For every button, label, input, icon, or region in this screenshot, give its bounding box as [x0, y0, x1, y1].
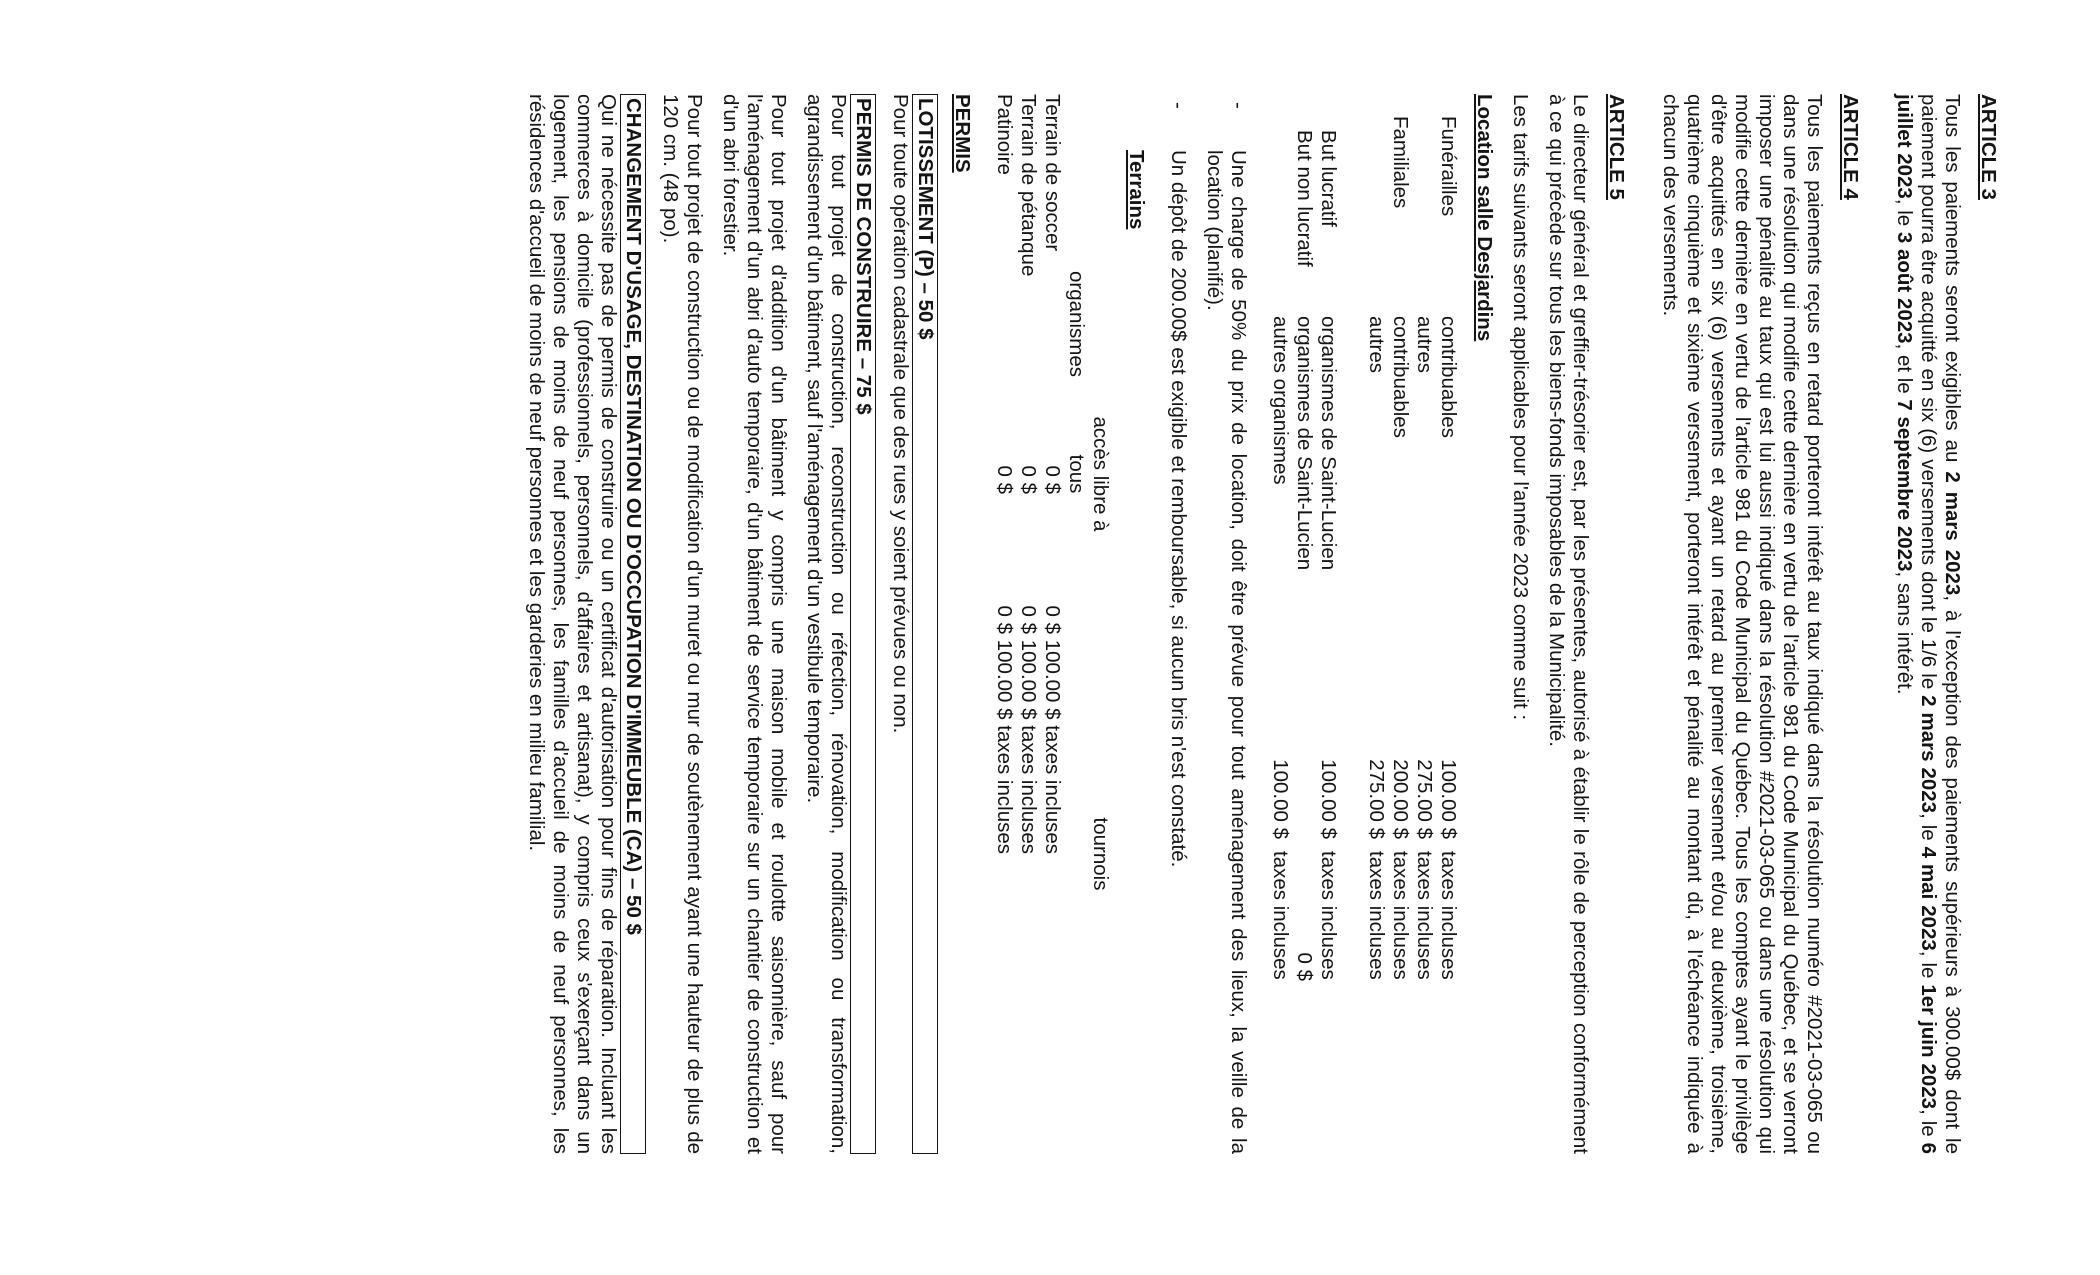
- terrain-name: Terrain de soccer: [1041, 94, 1064, 252]
- note-text: Une charge de 50% du prix de location, doit être prévue pour tout aménagement des lieux, la veille de la location (planifié).: [1203, 150, 1250, 1154]
- salle-taxes: taxes incluses: [1413, 851, 1436, 980]
- salle-sub: autres: [1365, 316, 1388, 373]
- terrain-name: Patinoire: [993, 94, 1016, 175]
- salle-sub: autres organismes: [1269, 316, 1292, 485]
- note-text: Un dépôt de 200.00$ est exigible et remboursable, si aucun bris n'est constaté.: [1167, 150, 1190, 868]
- terrain-tournois: 100.00 $ taxes incluses: [1017, 639, 1040, 854]
- salle-cat: Familiales: [1389, 116, 1412, 209]
- salle-cat: Funérailles: [1437, 116, 1460, 217]
- table-row: [1040, 94, 1064, 1154]
- salle-sub: contribuables: [1389, 316, 1412, 438]
- terrain-acces: 0 $: [993, 605, 1016, 634]
- dash-marker: -: [1167, 102, 1190, 109]
- col-organismes: organismes: [1065, 271, 1088, 377]
- terrain-org: 0 $: [1017, 465, 1040, 494]
- col-tournois: tournois: [1089, 817, 1112, 891]
- salle-amount: 200.00 $: [1389, 759, 1412, 839]
- construire-text-1: Pour tout projet de construction, reconstruction ou réfection, rénovation, modification ou transformation, agrandissement d'un bâtiment, sauf l'aménagement d'un vestibule temporaire.: [803, 94, 850, 1154]
- salle-sub: autres: [1413, 316, 1436, 373]
- construire-box: PERMIS DE CONSTRUIRE – 75 $: [850, 94, 876, 1154]
- salle-sub: organismes de Saint-Lucien: [1293, 316, 1316, 571]
- col-acces: accès libre à tous: [1065, 416, 1112, 532]
- salle-cat: [1364, 116, 1388, 316]
- salle-taxes: taxes incluses: [1437, 851, 1460, 980]
- permis-heading: PERMIS: [951, 94, 974, 173]
- salle-taxes: taxes incluses: [1389, 851, 1412, 980]
- terrain-tournois: 100.00 $ taxes incluses: [1041, 639, 1064, 854]
- terrain-org: 0 $: [1041, 465, 1064, 494]
- salle-taxes: taxes incluses: [1269, 851, 1292, 980]
- document-body: [524, 94, 2000, 1154]
- salle-sub: contribuables: [1437, 316, 1460, 438]
- dash-marker: -: [1227, 102, 1250, 109]
- table-row: [992, 94, 1016, 1154]
- salle-cat: [1268, 116, 1292, 316]
- terrains-header-2: [1064, 94, 1088, 1154]
- article-5-text: Le directeur général et greffier-trésorier est, par les présentes, autorisé à établir le rôle de perception conformément à ce qui précède sur tous les biens-fonds imposables de la Municipalité.: [1545, 94, 1592, 1154]
- salle-cat: But lucratif: [1317, 130, 1340, 227]
- article-5-heading: ARTICLE 5: [1605, 94, 1628, 200]
- tarifs-intro: Les tarifs suivants seront applicables pour l'année 2023 comme suit :: [1509, 94, 1532, 721]
- terrain-name: Terrain de pétanque: [1017, 94, 1040, 277]
- terrain-acces: 0 $: [1041, 605, 1064, 634]
- terrain-acces: 0 $: [1017, 605, 1040, 634]
- list-item: [1202, 102, 1250, 1154]
- lotissement-box: LOTISSEMENT (P) – 50 $: [912, 94, 938, 1154]
- salle-notes: [1166, 102, 1250, 1154]
- salle-amount: 100.00 $: [1437, 759, 1460, 839]
- table-row: [1016, 94, 1040, 1154]
- salle-cat: But non lucratif: [1293, 130, 1316, 267]
- salle-taxes: taxes incluses: [1365, 851, 1388, 980]
- changement-usage-text: Qui ne nécessite pas de permis de construire ou un certificat d'autorisation pour fins de réparation. Incluant les commerces à domicile (professionnels, personnels, d'affaires et artisanat), y compris ceux s'exerçant dans un logement, les pensions de moins de neuf personnes, les familles d'accueil de moins de neuf personnes, les résidences d'accueil de moins de neuf personnes et les garderies en milieu familial.: [525, 94, 620, 1154]
- salle-amount: 275.00 $: [1365, 759, 1388, 839]
- salle-amount: 100.00 $: [1317, 759, 1340, 839]
- salle-taxes: taxes incluses: [1317, 851, 1340, 980]
- list-item: [1166, 102, 1190, 1154]
- salle-amount: 0 $: [1293, 952, 1316, 981]
- salle-amount: 100.00 $: [1269, 759, 1292, 839]
- construire-text-3: Pour tout projet de construction ou de modification d'un muret ou mur de soutènement ayant une hauteur de plus de 120 cm. (48 po).: [659, 94, 706, 1154]
- article-4-heading: ARTICLE 4: [1839, 94, 1862, 200]
- changement-usage-box: CHANGEMENT D'USAGE, DESTINATION OU D'OCCUPATION D'IMMEUBLE (CA) – 50 $: [620, 94, 646, 1154]
- terrain-org: 0 $: [993, 465, 1016, 494]
- terrains-heading: Terrains: [1125, 150, 1148, 230]
- salle-amount: 275.00 $: [1413, 759, 1436, 839]
- article-3-text: Tous les paiements seront exigibles au 2 mars 2023, à l'exception des paiements supérieurs à 300.00$ dont le paiement pourra être acquitté en six (6) versements dont le 1/6 le 2 mars 2023, le 4 mai 2023, le 1er juin 2023, le 6 juillet 2023, le 3 août 2023, et le 7 septembre 2023, sans intérêt.: [1893, 94, 1964, 1155]
- construire-text-2: Pour tout projet d'addition d'un bâtiment y compris une maison mobile et roulotte saisonnière, sauf pour l'aménagement d'un abri d'auto temporaire, d'un bâtiment de service temporaire sur un chantier de construction et d'un abri forestier.: [719, 94, 790, 1154]
- article-3-heading: ARTICLE 3: [1977, 94, 2000, 200]
- salle-heading: Location salle Desjardins: [1473, 94, 1496, 342]
- terrain-tournois: 100.00 $ taxes incluses: [993, 639, 1016, 854]
- salle-sub: organismes de Saint-Lucien: [1317, 316, 1340, 571]
- article-4-text: Tous les paiements reçus en retard porteront intérêt au taux indiqué dans la résolution numéro #2021-03-065 ou dans une résolution qui modifie cette dernière en vertu de l'article 981 du Code Municipal du Québec, et se verront imposer une pénalité au taux qui est lui aussi indiqué dans la résolution #2021-03-065 ou dans une résolution qui modifie cette dernière en vertu de l'article 981 du Code Municipal du Québec. Tous les comptes ayant le privilège d'être acquittés en six (6) versements et ayant un retard au premier versement et/ou au deuxième, troisième, quatrième cinquième et sixième versement, porteront intérêt et pénalité au montant dû, à l'échéance indiquée à chacun des versements.: [1659, 94, 1826, 1154]
- salle-cat: [1412, 116, 1436, 316]
- salle-table: [1268, 94, 1460, 1154]
- lotissement-text: Pour toute opération cadastrale que des rues y soient prévues ou non.: [889, 94, 912, 734]
